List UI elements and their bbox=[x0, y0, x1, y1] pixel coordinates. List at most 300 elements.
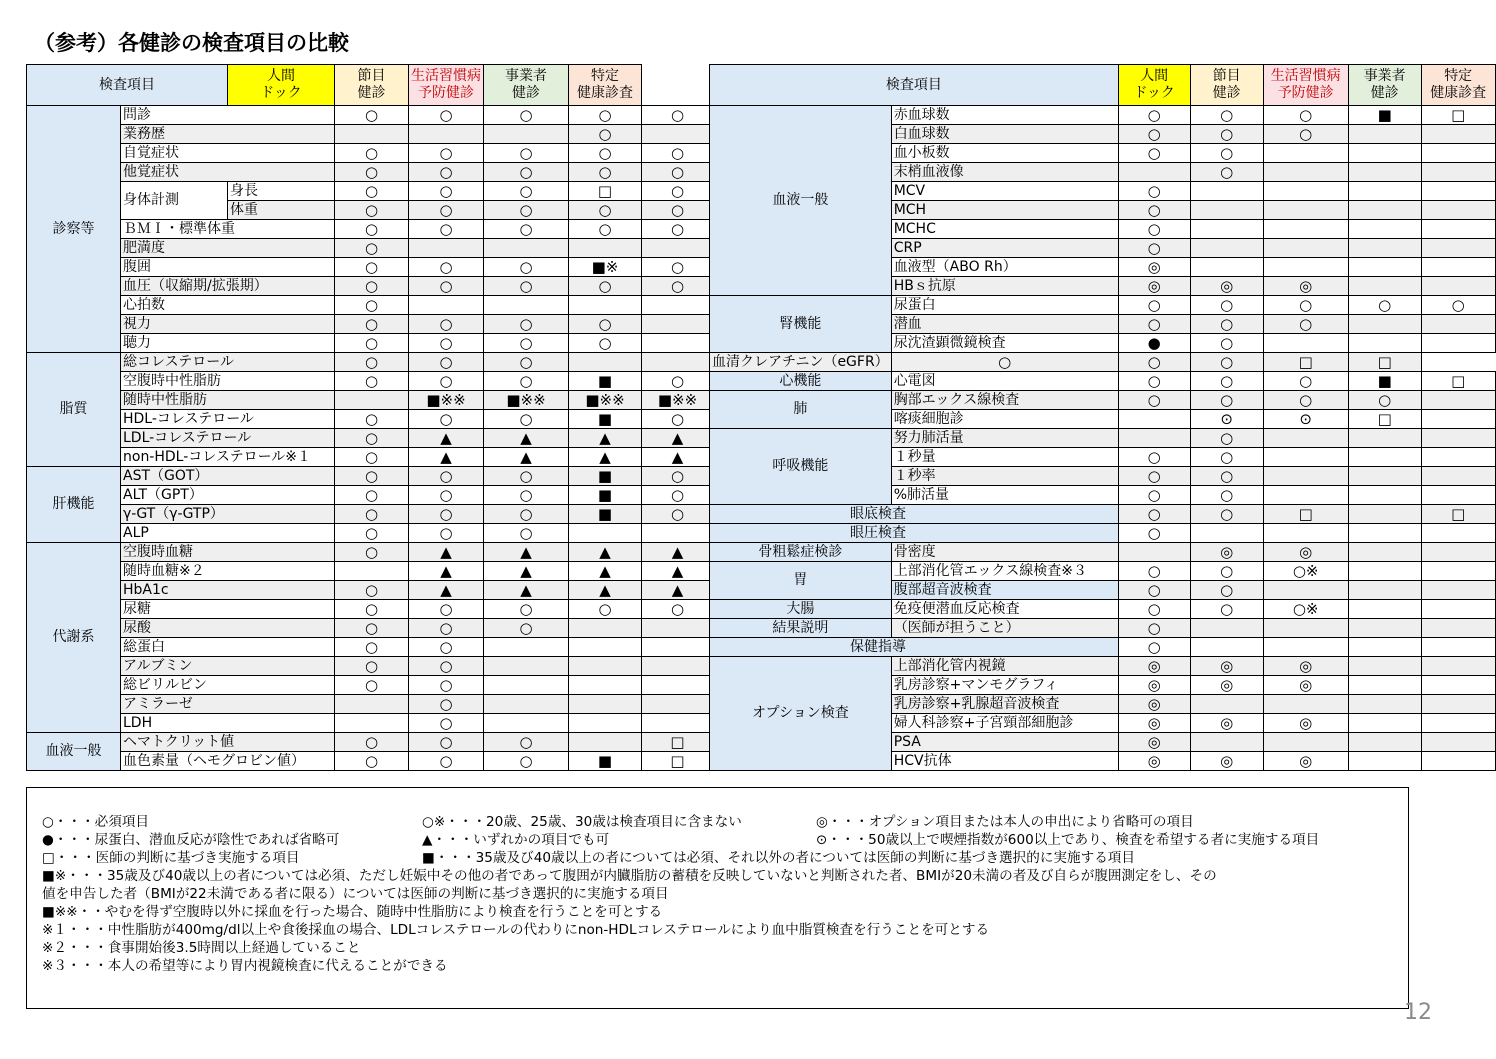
item-cell: 腹囲 bbox=[121, 258, 335, 277]
item-cell: 白血球数 bbox=[891, 125, 1118, 144]
mark-cell: ○ bbox=[335, 657, 409, 676]
mark-cell bbox=[1190, 733, 1263, 752]
mark-cell bbox=[642, 695, 714, 714]
table-row bbox=[27, 391, 714, 410]
table-row bbox=[27, 448, 714, 467]
mark-cell: ■ bbox=[569, 752, 642, 771]
item-cell: 眼底検査 bbox=[710, 505, 1119, 524]
mark-cell: ○ bbox=[484, 258, 569, 277]
mark-cell: ○ bbox=[569, 163, 642, 182]
mark-cell: ○ bbox=[335, 581, 409, 600]
mark-cell: ○※ bbox=[1263, 600, 1348, 619]
mark-cell: ○ bbox=[335, 429, 409, 448]
mark-cell bbox=[1263, 448, 1348, 467]
item-cell: 業務歴 bbox=[121, 125, 335, 144]
category-cell: 血液一般 bbox=[27, 733, 121, 771]
item-cell: ヘマトクリット値 bbox=[121, 733, 335, 752]
mark-cell: ○ bbox=[484, 467, 569, 486]
item-cell: 聴力 bbox=[121, 334, 335, 353]
mark-cell bbox=[569, 695, 642, 714]
mark-cell: ○ bbox=[335, 505, 409, 524]
table-row bbox=[27, 600, 714, 619]
mark-cell bbox=[1118, 410, 1190, 429]
mark-cell: □ bbox=[642, 733, 714, 752]
mark-cell bbox=[1421, 714, 1495, 733]
item-cell: 問診 bbox=[121, 106, 335, 125]
mark-cell bbox=[642, 524, 714, 543]
category-cell: 結果説明 bbox=[710, 619, 892, 638]
mark-cell: ○ bbox=[569, 125, 642, 144]
mark-cell: ○ bbox=[642, 277, 714, 296]
mark-cell: ○ bbox=[335, 752, 409, 771]
mark-cell bbox=[569, 619, 642, 638]
mark-cell bbox=[1421, 676, 1495, 695]
mark-cell: ○ bbox=[335, 220, 409, 239]
mark-cell: ○ bbox=[642, 163, 714, 182]
mark-cell bbox=[569, 353, 642, 372]
mark-cell bbox=[1263, 733, 1348, 752]
note-line: ※１・・・中性脂肪が400mg/dl以上や食後採血の場合、LDLコレステロールの代わりにnon-HDLコレステロールにより血中脂質検査を行うことを可とする bbox=[42, 922, 990, 938]
header-row bbox=[710, 65, 1496, 106]
item-cell: 体重 bbox=[228, 201, 335, 220]
mark-cell: ○ bbox=[1190, 296, 1263, 315]
table-row bbox=[27, 106, 714, 125]
item-cell: 肥満度 bbox=[121, 239, 335, 258]
mark-cell: ◎ bbox=[1118, 733, 1190, 752]
note-line: ■※※・・やむを得ず空腹時以外に採血を行った場合、随時中性脂肪により検査を行うことを可とする bbox=[42, 904, 663, 920]
mark-cell bbox=[1421, 600, 1495, 619]
mark-cell: ▲ bbox=[569, 448, 642, 467]
table-row bbox=[27, 410, 714, 429]
mark-cell bbox=[1263, 220, 1348, 239]
mark-cell: ○ bbox=[1190, 106, 1263, 125]
mark-cell: ○ bbox=[484, 619, 569, 638]
category-cell: 診察等 bbox=[27, 106, 121, 353]
mark-cell bbox=[1421, 258, 1495, 277]
mark-cell: ▲ bbox=[409, 448, 484, 467]
mark-cell: ○ bbox=[569, 277, 642, 296]
mark-cell: ○ bbox=[335, 467, 409, 486]
mark-cell: ○ bbox=[1263, 315, 1348, 334]
mark-cell: ○ bbox=[642, 467, 714, 486]
table-row bbox=[27, 733, 714, 752]
mark-cell: ⊙ bbox=[1263, 410, 1348, 429]
table-row bbox=[27, 125, 714, 144]
mark-cell bbox=[1421, 163, 1495, 182]
mark-cell: ◎ bbox=[1190, 657, 1263, 676]
table-row bbox=[27, 296, 714, 315]
note-line: ○※・・・20歳、25歳、30歳は検査項目に含まない bbox=[422, 814, 742, 830]
mark-cell: ○ bbox=[409, 524, 484, 543]
mark-cell bbox=[1421, 581, 1495, 600]
note-line: ○・・・必須項目 bbox=[42, 814, 150, 830]
mark-cell: ○ bbox=[642, 600, 714, 619]
mark-cell bbox=[569, 733, 642, 752]
mark-cell: ○ bbox=[409, 372, 484, 391]
mark-cell: ◎ bbox=[1190, 752, 1263, 771]
mark-cell: ■ bbox=[1348, 372, 1421, 391]
mark-cell: ○ bbox=[484, 201, 569, 220]
mark-cell bbox=[1348, 505, 1421, 524]
mark-cell: ○ bbox=[335, 334, 409, 353]
mark-cell bbox=[1348, 524, 1421, 543]
mark-cell: ○ bbox=[1118, 315, 1190, 334]
table-row bbox=[710, 296, 1496, 315]
mark-cell: ○ bbox=[409, 619, 484, 638]
mark-cell: ○ bbox=[569, 144, 642, 163]
table-row bbox=[27, 429, 714, 448]
item-cell: 尿蛋白 bbox=[891, 296, 1118, 315]
item-cell: 婦人科診察+子宮頸部細胞診 bbox=[891, 714, 1118, 733]
mark-cell: ○ bbox=[409, 315, 484, 334]
mark-cell: ○ bbox=[1118, 106, 1190, 125]
mark-cell bbox=[484, 676, 569, 695]
mark-cell: ○ bbox=[1348, 296, 1421, 315]
mark-cell: ○ bbox=[569, 334, 642, 353]
mark-cell bbox=[484, 714, 569, 733]
mark-cell bbox=[1421, 334, 1495, 353]
mark-cell bbox=[1263, 524, 1348, 543]
mark-cell: ○ bbox=[1118, 391, 1190, 410]
mark-cell: ○ bbox=[1190, 562, 1263, 581]
table-row bbox=[27, 277, 714, 296]
mark-cell: □ bbox=[1421, 106, 1495, 125]
item-cell: 随時血糖※２ bbox=[121, 562, 335, 581]
mark-cell: ○ bbox=[335, 619, 409, 638]
mark-cell: ○ bbox=[484, 733, 569, 752]
mark-cell bbox=[1421, 695, 1495, 714]
mark-cell: ○ bbox=[484, 505, 569, 524]
mark-cell: ◎ bbox=[1118, 752, 1190, 771]
mark-cell: ○ bbox=[335, 600, 409, 619]
mark-cell bbox=[484, 296, 569, 315]
mark-cell: ○ bbox=[335, 638, 409, 657]
mark-cell: □ bbox=[1263, 353, 1348, 372]
mark-cell bbox=[1263, 619, 1348, 638]
mark-cell bbox=[1118, 543, 1190, 562]
mark-cell: ▲ bbox=[409, 543, 484, 562]
header-line: 事業者 bbox=[505, 68, 547, 84]
mark-cell bbox=[1421, 182, 1495, 201]
mark-cell: ▲ bbox=[409, 562, 484, 581]
mark-cell: ○ bbox=[484, 486, 569, 505]
mark-cell bbox=[1348, 600, 1421, 619]
mark-cell: ○ bbox=[1118, 144, 1190, 163]
table-row bbox=[27, 619, 714, 638]
mark-cell: ○ bbox=[1118, 125, 1190, 144]
table-row bbox=[27, 562, 714, 581]
category-cell: 代謝系 bbox=[27, 543, 121, 733]
note-line: 値を申告した者（BMIが22未満である者に限る）については医師の判断に基づき選択的に実施する項目 bbox=[42, 886, 669, 902]
mark-cell: ▲ bbox=[569, 429, 642, 448]
mark-cell bbox=[409, 239, 484, 258]
mark-cell: ■ bbox=[569, 410, 642, 429]
mark-cell bbox=[1421, 467, 1495, 486]
mark-cell bbox=[1348, 486, 1421, 505]
item-cell: 骨密度 bbox=[891, 543, 1118, 562]
header-column-5 bbox=[569, 65, 642, 106]
mark-cell: ○ bbox=[891, 353, 1118, 372]
header-column-1 bbox=[228, 65, 335, 106]
mark-cell: ○ bbox=[409, 638, 484, 657]
category-cell: 腎機能 bbox=[710, 296, 892, 353]
mark-cell bbox=[484, 657, 569, 676]
mark-cell: ◎ bbox=[1118, 714, 1190, 733]
mark-cell: ▲ bbox=[409, 581, 484, 600]
mark-cell: ▲ bbox=[642, 562, 714, 581]
mark-cell: ○ bbox=[1190, 467, 1263, 486]
mark-cell: ○ bbox=[1118, 353, 1190, 372]
note-line: ※２・・・食事開始後3.5時間以上経過していること bbox=[42, 940, 361, 956]
table-row bbox=[27, 638, 714, 657]
mark-cell bbox=[484, 638, 569, 657]
mark-cell: ■※ bbox=[569, 258, 642, 277]
mark-cell bbox=[1263, 163, 1348, 182]
header-line: 健康診査 bbox=[1430, 85, 1487, 101]
legend-notes bbox=[26, 787, 1409, 1009]
item-cell: 乳房診察+マンモグラフィ bbox=[891, 676, 1118, 695]
item-cell: HBｓ抗原 bbox=[891, 277, 1118, 296]
mark-cell: ■ bbox=[569, 372, 642, 391]
mark-cell bbox=[1348, 258, 1421, 277]
header-line: ドック bbox=[260, 85, 302, 101]
mark-cell bbox=[1421, 239, 1495, 258]
mark-cell: ○ bbox=[484, 410, 569, 429]
table-row bbox=[27, 239, 714, 258]
mark-cell bbox=[642, 296, 714, 315]
mark-cell: ○ bbox=[569, 600, 642, 619]
mark-cell bbox=[642, 676, 714, 695]
mark-cell bbox=[642, 638, 714, 657]
table-row bbox=[710, 429, 1496, 448]
mark-cell: ○ bbox=[335, 524, 409, 543]
mark-cell: ▲ bbox=[642, 448, 714, 467]
mark-cell: ○ bbox=[1118, 638, 1190, 657]
category-cell: 心機能 bbox=[710, 372, 892, 391]
mark-cell: ■※※ bbox=[409, 391, 484, 410]
mark-cell: ○ bbox=[335, 258, 409, 277]
mark-cell: ○ bbox=[409, 334, 484, 353]
mark-cell: ■※※ bbox=[569, 391, 642, 410]
table-row bbox=[710, 562, 1496, 581]
mark-cell bbox=[1190, 695, 1263, 714]
mark-cell: ○ bbox=[484, 277, 569, 296]
header-column-4 bbox=[1348, 65, 1421, 106]
mark-cell bbox=[1263, 467, 1348, 486]
item-cell: MCV bbox=[891, 182, 1118, 201]
mark-cell bbox=[1348, 562, 1421, 581]
table-row bbox=[27, 486, 714, 505]
category-cell: 肝機能 bbox=[27, 467, 121, 543]
header-line: 健診 bbox=[512, 85, 540, 101]
header-line: 事業者 bbox=[1363, 68, 1406, 84]
mark-cell: □ bbox=[1263, 505, 1348, 524]
mark-cell: ■※※ bbox=[642, 391, 714, 410]
note-line: □・・・医師の判断に基づき実施する項目 bbox=[42, 850, 300, 866]
mark-cell: ○ bbox=[409, 182, 484, 201]
mark-cell: ○ bbox=[335, 163, 409, 182]
mark-cell: ◎ bbox=[1118, 657, 1190, 676]
mark-cell bbox=[1421, 391, 1495, 410]
mark-cell bbox=[1348, 657, 1421, 676]
subgroup-cell: 身体計測 bbox=[121, 182, 228, 220]
mark-cell: ● bbox=[1118, 334, 1190, 353]
mark-cell: ○ bbox=[1190, 353, 1263, 372]
mark-cell: ○ bbox=[642, 182, 714, 201]
mark-cell: ○ bbox=[1190, 581, 1263, 600]
header-column-1 bbox=[1118, 65, 1190, 106]
mark-cell: ○ bbox=[484, 220, 569, 239]
mark-cell: ○ bbox=[1118, 239, 1190, 258]
mark-cell: ○ bbox=[484, 106, 569, 125]
mark-cell bbox=[1348, 163, 1421, 182]
mark-cell: ○ bbox=[409, 714, 484, 733]
table-row bbox=[27, 220, 714, 239]
mark-cell bbox=[1421, 144, 1495, 163]
mark-cell: □ bbox=[642, 752, 714, 771]
table-row bbox=[710, 353, 1496, 372]
item-cell: 眼圧検査 bbox=[710, 524, 1119, 543]
header-row bbox=[27, 65, 714, 106]
note-line: ※３・・・本人の希望等により胃内視鏡検査に代えることができる bbox=[42, 958, 448, 974]
mark-cell: ◎ bbox=[1263, 657, 1348, 676]
mark-cell bbox=[1421, 562, 1495, 581]
item-cell: 免疫便潜血反応検査 bbox=[891, 600, 1118, 619]
header-column-3 bbox=[1263, 65, 1348, 106]
note-line: ●・・・尿蛋白、潜血反応が陰性であれば省略可 bbox=[42, 832, 340, 848]
mark-cell: ▲ bbox=[642, 543, 714, 562]
mark-cell bbox=[409, 125, 484, 144]
mark-cell: ○ bbox=[569, 201, 642, 220]
category-cell: 呼吸機能 bbox=[710, 429, 892, 505]
item-cell: 尿糖 bbox=[121, 600, 335, 619]
mark-cell bbox=[1421, 410, 1495, 429]
mark-cell: ○ bbox=[1190, 505, 1263, 524]
table-row bbox=[27, 372, 714, 391]
table-row bbox=[710, 524, 1496, 543]
mark-cell bbox=[1263, 334, 1348, 353]
header-column-2 bbox=[335, 65, 409, 106]
item-cell: 血清クレアチニン（eGFR） bbox=[710, 353, 892, 372]
mark-cell: ○ bbox=[1118, 562, 1190, 581]
mark-cell: ◎ bbox=[1118, 277, 1190, 296]
table-row bbox=[710, 657, 1496, 676]
mark-cell bbox=[1263, 144, 1348, 163]
mark-cell: □ bbox=[569, 182, 642, 201]
mark-cell: ○ bbox=[1421, 296, 1495, 315]
mark-cell bbox=[1421, 752, 1495, 771]
table-row bbox=[710, 106, 1496, 125]
header-item-cell: 検査項目 bbox=[27, 65, 228, 106]
mark-cell: ◎ bbox=[1190, 676, 1263, 695]
header-line: 健診 bbox=[1212, 85, 1241, 101]
mark-cell bbox=[484, 125, 569, 144]
mark-cell: ○ bbox=[335, 676, 409, 695]
mark-cell bbox=[1348, 714, 1421, 733]
item-cell: （医師が担うこと） bbox=[891, 619, 1118, 638]
mark-cell: ○ bbox=[1190, 163, 1263, 182]
header-line: 生活習慣病 bbox=[1270, 68, 1341, 84]
mark-cell bbox=[1421, 524, 1495, 543]
mark-cell: ○ bbox=[409, 258, 484, 277]
mark-cell: ○ bbox=[1190, 144, 1263, 163]
mark-cell bbox=[335, 714, 409, 733]
mark-cell: □ bbox=[1421, 372, 1495, 391]
header-column-4 bbox=[484, 65, 569, 106]
header-line: 健康診査 bbox=[577, 85, 633, 101]
note-line: ▲・・・いずれかの項目でも可 bbox=[422, 832, 610, 848]
header-line: 節目 bbox=[1212, 68, 1241, 84]
mark-cell bbox=[1348, 638, 1421, 657]
mark-cell: ○ bbox=[1190, 315, 1263, 334]
mark-cell: ○ bbox=[1190, 125, 1263, 144]
mark-cell: ◎ bbox=[1263, 714, 1348, 733]
header-line: 節目 bbox=[357, 68, 386, 84]
mark-cell: ◎ bbox=[1263, 543, 1348, 562]
table-row bbox=[710, 391, 1496, 410]
mark-cell bbox=[1348, 752, 1421, 771]
item-cell: 努力肺活量 bbox=[891, 429, 1118, 448]
mark-cell bbox=[569, 239, 642, 258]
header-line: 人間 bbox=[267, 68, 295, 84]
page-number: 12 bbox=[1404, 1000, 1432, 1025]
mark-cell bbox=[1421, 277, 1495, 296]
mark-cell: ○ bbox=[1118, 467, 1190, 486]
item-cell: 心電図 bbox=[891, 372, 1118, 391]
item-cell: MCHC bbox=[891, 220, 1118, 239]
item-cell: 空腹時中性脂肪 bbox=[121, 372, 335, 391]
header-item-cell: 検査項目 bbox=[710, 65, 1119, 106]
mark-cell: ○ bbox=[1118, 448, 1190, 467]
mark-cell bbox=[1118, 429, 1190, 448]
header-line: 特定 bbox=[591, 68, 619, 84]
mark-cell bbox=[1421, 619, 1495, 638]
mark-cell: ▲ bbox=[484, 562, 569, 581]
item-cell: %肺活量 bbox=[891, 486, 1118, 505]
mark-cell: ○ bbox=[484, 163, 569, 182]
left-comparison-table bbox=[26, 64, 714, 771]
note-line: ⊙・・・50歳以上で喫煙指数が600以上であり、検査を希望する者に実施する項目 bbox=[816, 832, 1320, 848]
item-cell: 保健指導 bbox=[710, 638, 1119, 657]
mark-cell: ○ bbox=[409, 106, 484, 125]
mark-cell: ○ bbox=[1118, 372, 1190, 391]
mark-cell: ○ bbox=[484, 752, 569, 771]
mark-cell bbox=[642, 334, 714, 353]
mark-cell: ○ bbox=[1118, 201, 1190, 220]
mark-cell: ○ bbox=[484, 334, 569, 353]
table-row bbox=[27, 315, 714, 334]
item-cell: 身長 bbox=[228, 182, 335, 201]
mark-cell: ⊙ bbox=[1190, 410, 1263, 429]
header-line: 健診 bbox=[1370, 85, 1399, 101]
mark-cell bbox=[1263, 239, 1348, 258]
mark-cell: ○ bbox=[1263, 106, 1348, 125]
item-cell: AST（GOT） bbox=[121, 467, 335, 486]
item-cell: ALT（GPT） bbox=[121, 486, 335, 505]
mark-cell bbox=[1421, 638, 1495, 657]
mark-cell: ○ bbox=[335, 448, 409, 467]
mark-cell: ○ bbox=[1190, 372, 1263, 391]
mark-cell bbox=[1348, 125, 1421, 144]
table-row bbox=[27, 543, 714, 562]
mark-cell bbox=[1421, 657, 1495, 676]
item-cell: γ-GT（γ-GTP） bbox=[121, 505, 335, 524]
table-row bbox=[27, 524, 714, 543]
mark-cell: ○ bbox=[335, 296, 409, 315]
mark-cell: ◎ bbox=[1190, 277, 1263, 296]
item-cell: 他覚症状 bbox=[121, 163, 335, 182]
mark-cell bbox=[335, 562, 409, 581]
